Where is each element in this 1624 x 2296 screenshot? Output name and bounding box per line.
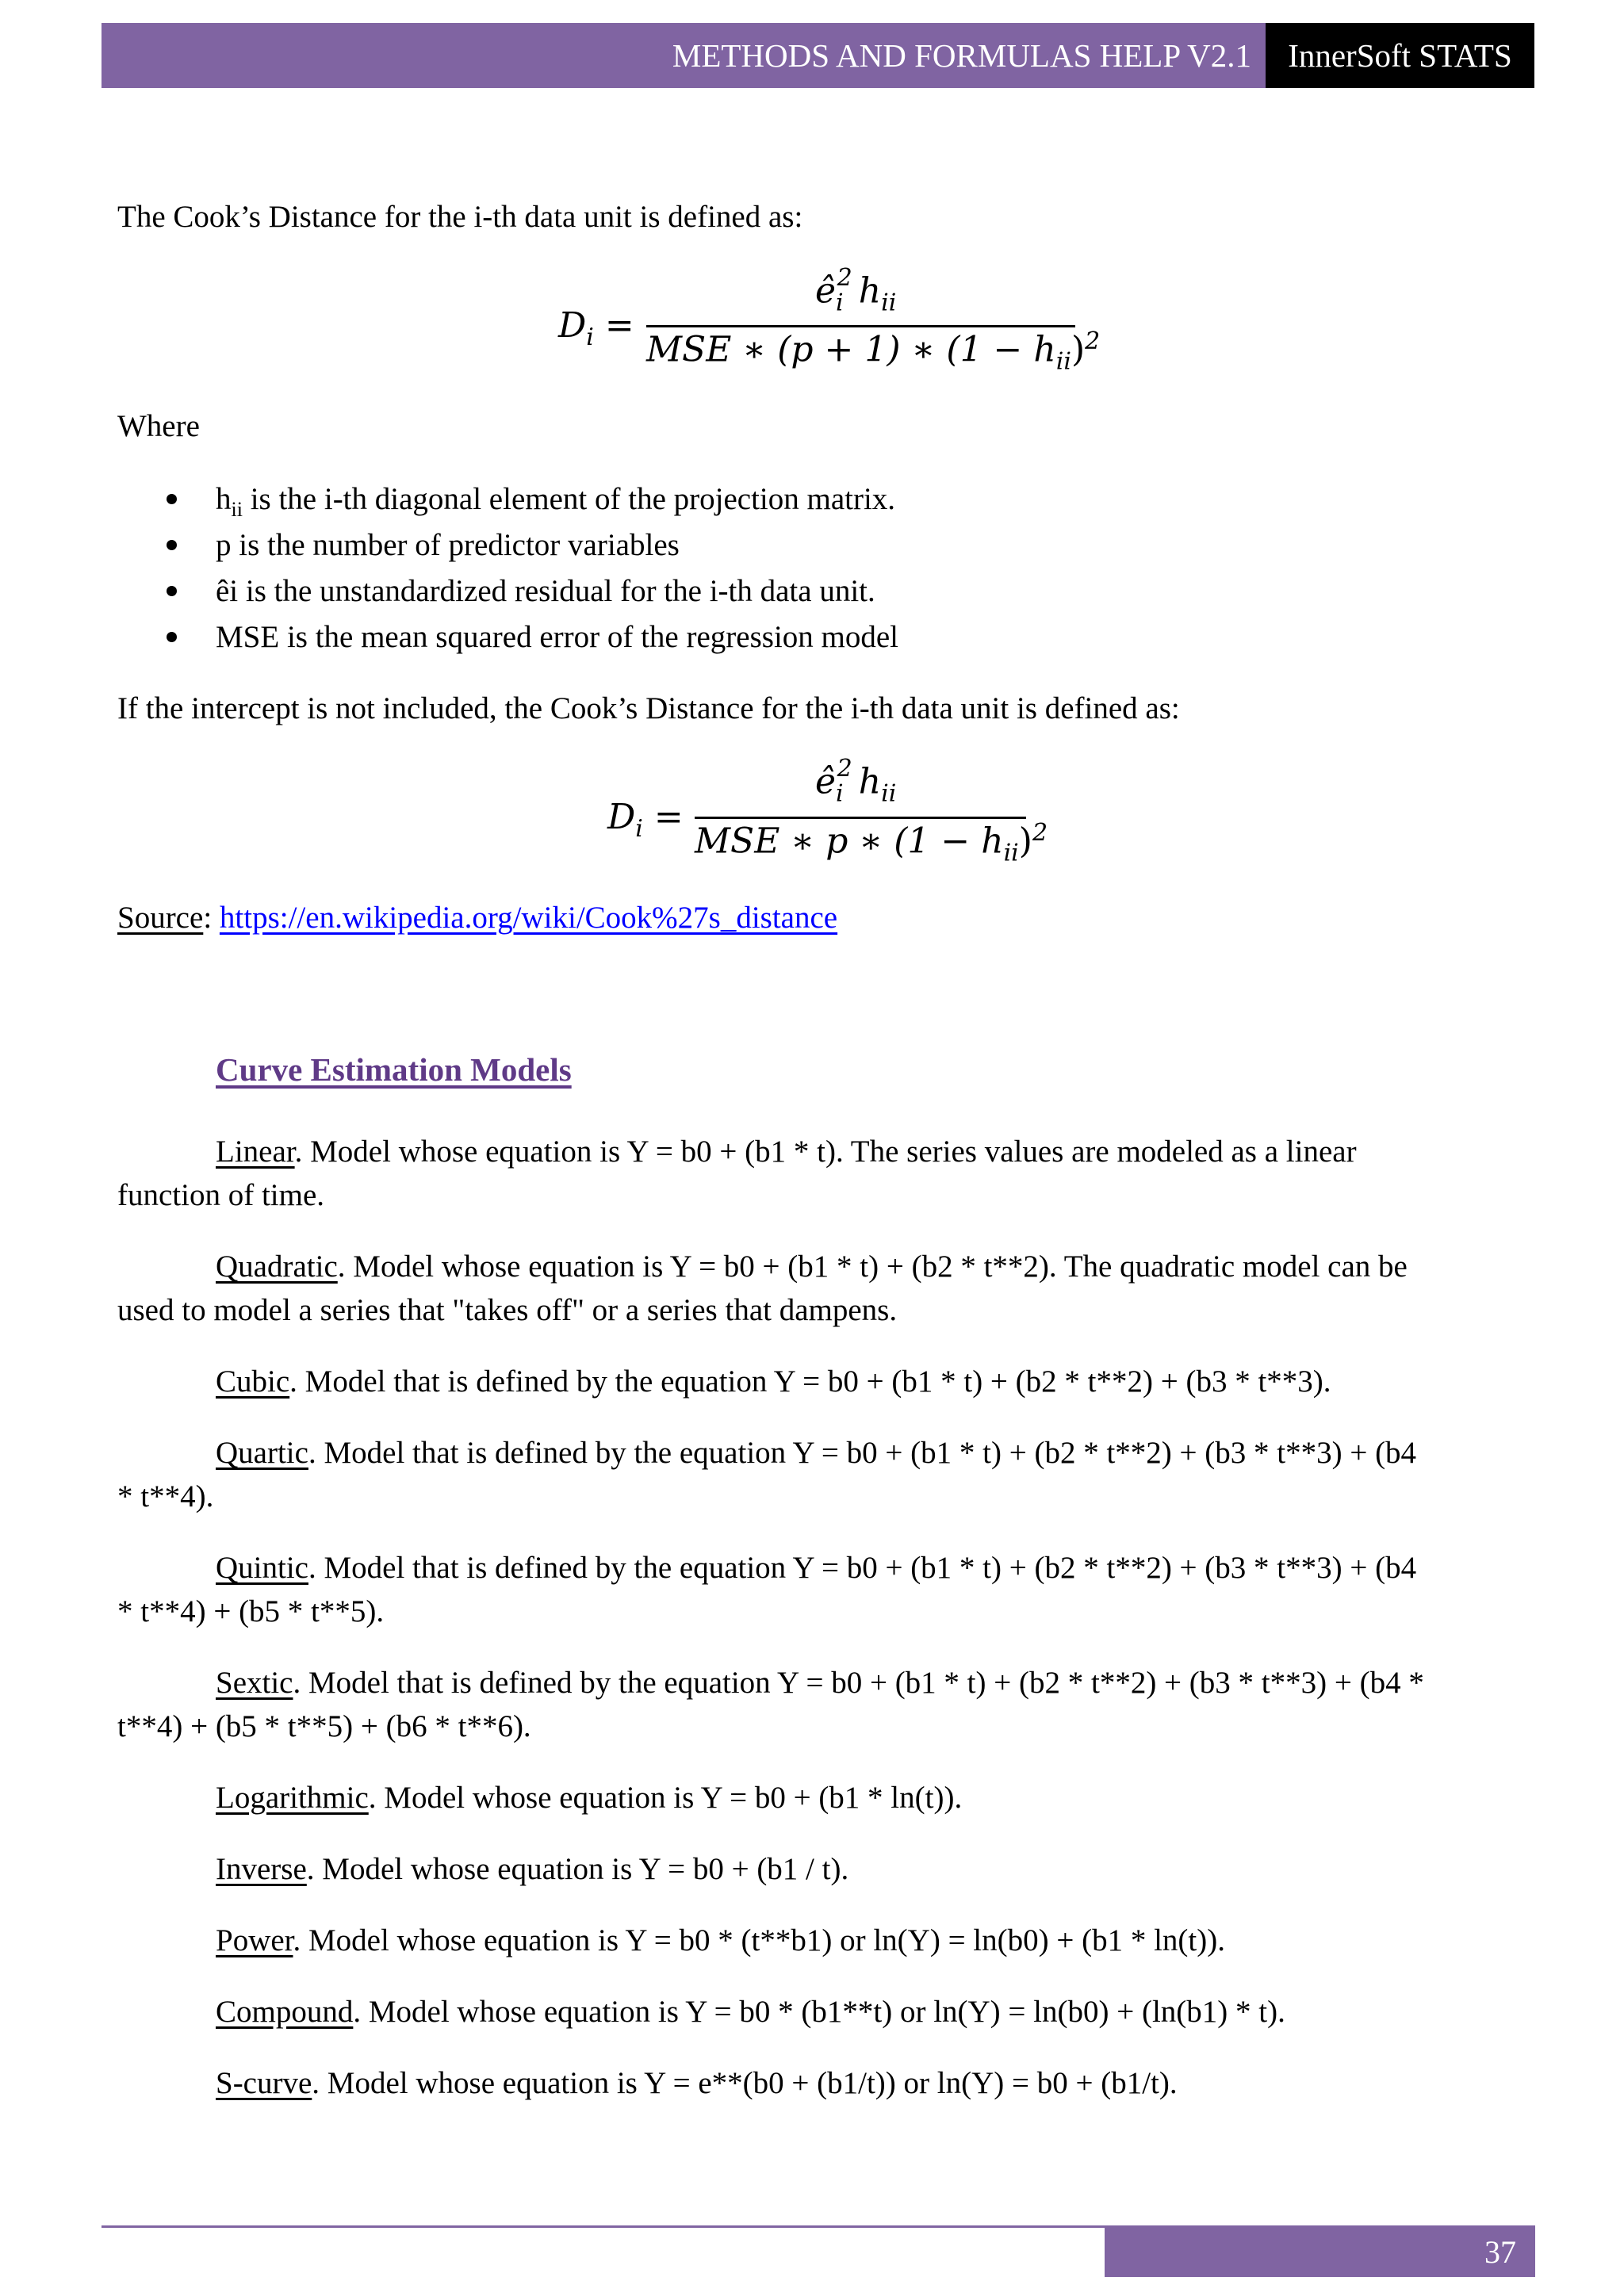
source-line: Source: https://en.wikipedia.org/wiki/Cook%27s_distance	[117, 901, 838, 935]
bullet-icon	[167, 586, 177, 596]
model-s-curve: S-curve. Model whose equation is Y = e**(b0 + (b1/t)) or ln(Y) = b0 + (b1/t).	[216, 2066, 1178, 2100]
source-link[interactable]: https://en.wikipedia.org/wiki/Cook%27s_distance	[219, 901, 838, 935]
model-power: Power. Model whose equation is Y = b0 * (t**b1) or ln(Y) = ln(b0) + (b1 * ln(t)).	[216, 1923, 1225, 1957]
formula-numerator: $ê_i^2$ $h_{ii}$	[815, 755, 897, 808]
cook-intro: The Cook’s Distance for the i-th data unit is defined as:	[117, 200, 803, 234]
model-quartic-cont: * t**4).	[117, 1479, 214, 1513]
bullet-icon	[167, 540, 177, 550]
bullet-icon	[167, 632, 177, 642]
page-number: 37	[1105, 2228, 1535, 2277]
source-label: Source	[117, 901, 204, 935]
model-quintic-cont: * t**4) + (b5 * t**5).	[117, 1594, 385, 1628]
bullet-icon	[167, 494, 177, 504]
formula-lhs: $D_i$ =	[558, 305, 634, 351]
model-quadratic: Quadratic. Model whose equation is Y = b0 + (b1 * t) + (b2 * t**2). The quadratic model can be	[216, 1249, 1408, 1284]
header-title: METHODS AND FORMULAS HELP V2.1	[102, 23, 1266, 88]
where-label: Where	[117, 409, 200, 443]
model-quadratic-cont: used to model a series that "takes off" or a series that dampens.	[117, 1293, 898, 1327]
section-heading: Curve Estimation Models	[216, 1051, 572, 1088]
formula-lhs: $D_i$ =	[607, 797, 684, 843]
formula-denominator: MSE ∗ (p + 1) ∗ $(1 - h_{ii})^2$	[646, 327, 1101, 376]
model-cubic: Cubic. Model that is defined by the equation Y = b0 + (b1 * t) + (b2 * t**2) + (b3 * t**3).	[216, 1364, 1331, 1399]
model-sextic-cont: t**4) + (b5 * t**5) + (b6 * t**6).	[117, 1709, 531, 1743]
model-linear-cont: function of time.	[117, 1178, 325, 1212]
header-product: InnerSoft STATS	[1266, 23, 1534, 88]
model-inverse: Inverse. Model whose equation is Y = b0 + (b1 / t).	[216, 1852, 849, 1886]
model-compound: Compound. Model whose equation is Y = b0 * (b1**t) or ln(Y) = ln(b0) + (ln(b1) * t).	[216, 1995, 1285, 2029]
model-sextic: Sextic. Model that is defined by the equation Y = b0 + (b1 * t) + (b2 * t**2) + (b3 * t**3) + (b4 *	[216, 1666, 1424, 1700]
model-quartic: Quartic. Model that is defined by the equation Y = b0 + (b1 * t) + (b2 * t**2) + (b3 * t**3) + (b4	[216, 1436, 1417, 1470]
model-logarithmic: Logarithmic. Model whose equation is Y = b0 + (b1 * ln(t)).	[216, 1781, 963, 1815]
no-intercept-intro: If the intercept is not included, the Cook’s Distance for the i-th data unit is defined as:	[117, 691, 1180, 725]
formula-numerator: $ê_i^2$ $h_{ii}$	[815, 264, 897, 317]
model-linear: Linear. Model whose equation is Y = b0 + (b1 * t). The series values are modeled as a linear	[216, 1135, 1357, 1169]
model-quintic: Quintic. Model that is defined by the equation Y = b0 + (b1 * t) + (b2 * t**2) + (b3 * t**3) + (b4	[216, 1551, 1417, 1585]
formula-denominator: MSE ∗ p ∗ $(1 - h_{ii})^2$	[695, 819, 1048, 867]
